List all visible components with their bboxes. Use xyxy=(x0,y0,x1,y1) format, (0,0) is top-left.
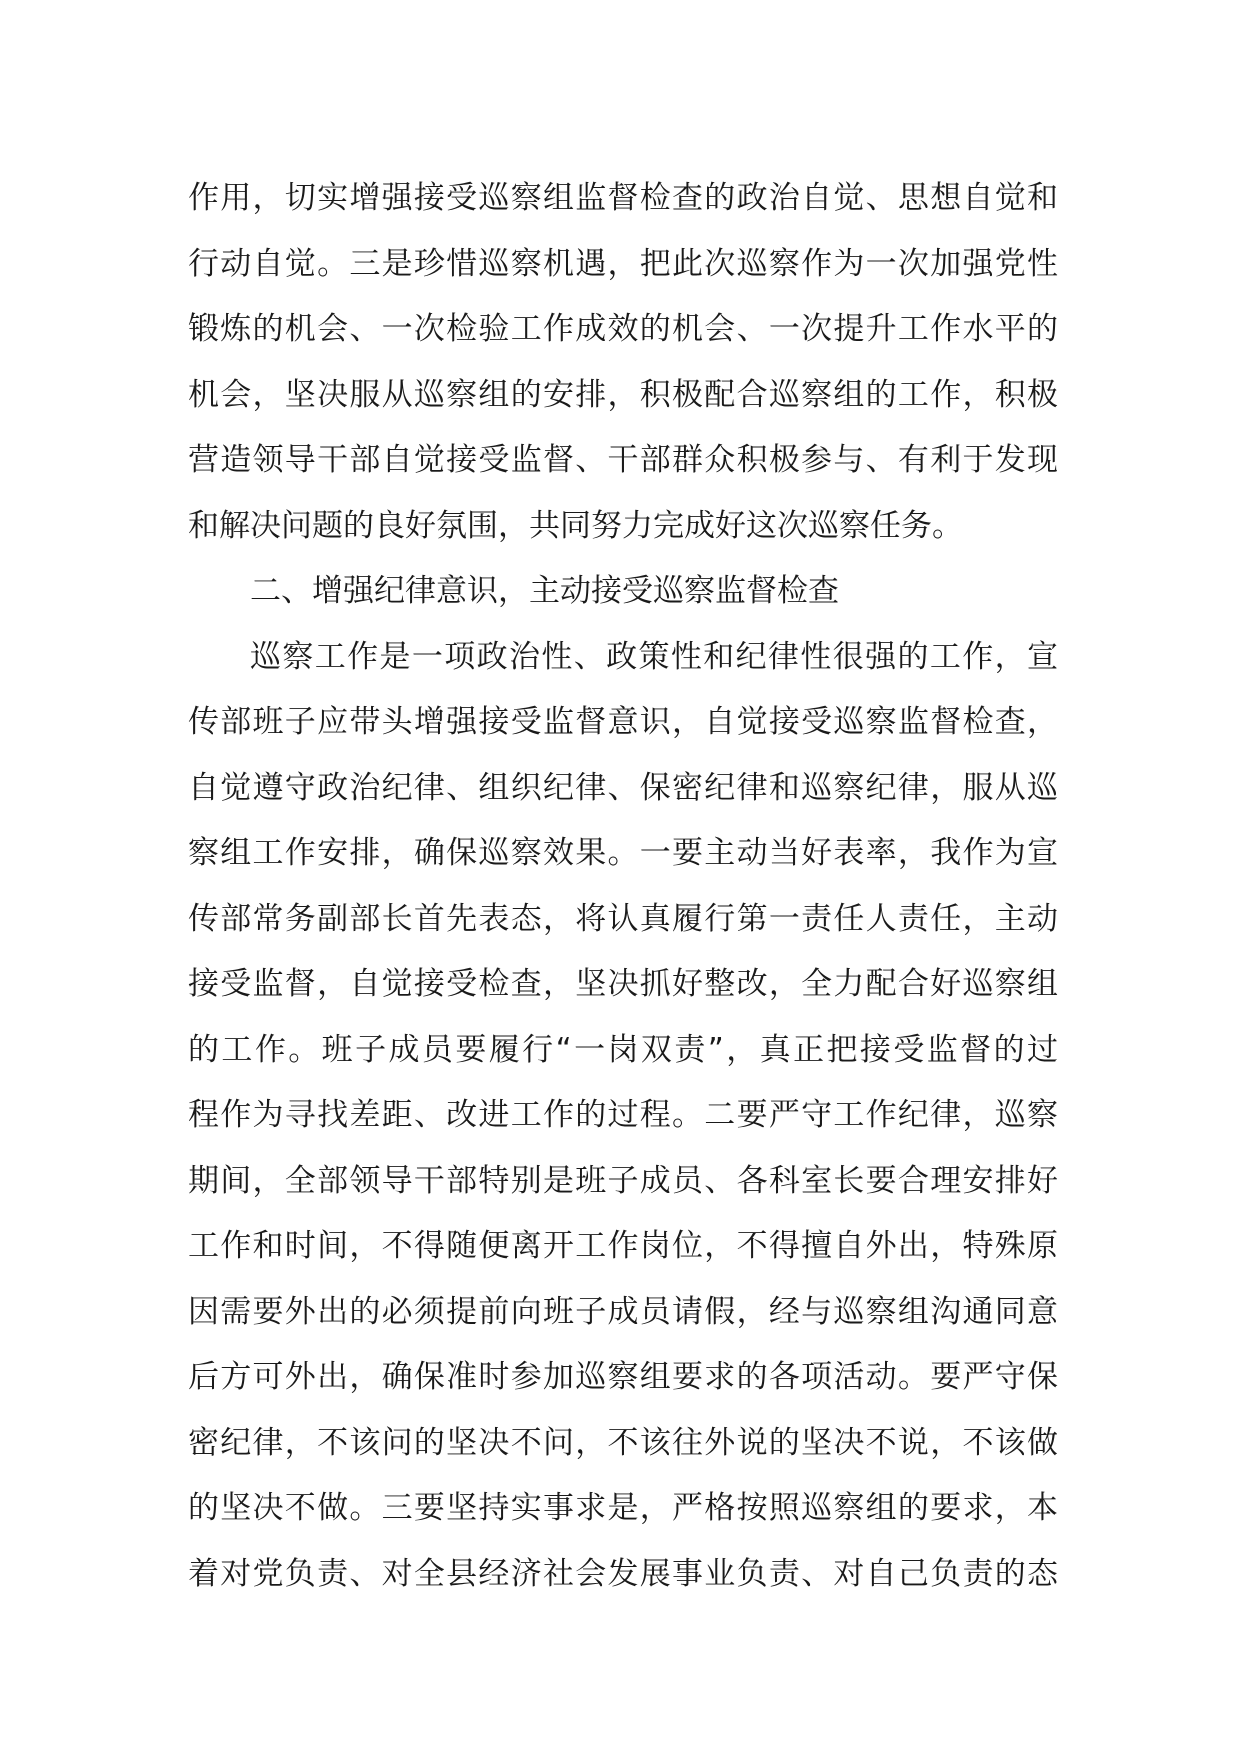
text-line: 密纪律，不该问的坚决不问，不该往外说的坚决不说，不该做 xyxy=(188,1424,1058,1461)
text-line: 巡察工作是一项政治性、政策性和纪律性很强的工作，宣 xyxy=(250,638,1058,675)
document-body xyxy=(188,166,1058,1607)
text-line: 自觉遵守政治纪律、组织纪律、保密纪律和巡察纪律，服从巡 xyxy=(188,769,1058,806)
text-line: 工作和时间，不得随便离开工作岗位，不得擅自外出，特殊原 xyxy=(188,1228,1058,1264)
text-line: 机会，坚决服从巡察组的安排，积极配合巡察组的工作，积极 xyxy=(188,376,1058,413)
text-line: 程作为寻找差距、改进工作的过程。二要严守工作纪律，巡察 xyxy=(188,1097,1058,1133)
text-line: 的工作。班子成员要履行“一岗双责”，真正把接受监督的过 xyxy=(188,1031,1058,1068)
text-line: 作用，切实增强接受巡察组监督检查的政治自觉、思想自觉和 xyxy=(188,180,1058,216)
text-line: 营造领导干部自觉接受监督、干部群众积极参与、有利于发现 xyxy=(188,442,1058,478)
text-line: 后方可外出，确保准时参加巡察组要求的各项活动。要严守保 xyxy=(188,1359,1058,1395)
text-line: 传部班子应带头增强接受监督意识，自觉接受巡察监督检查， xyxy=(188,704,1058,740)
text-line: 接受监督，自觉接受检查，坚决抓好整改，全力配合好巡察组 xyxy=(188,966,1058,1002)
text-line: 着对党负责、对全县经济社会发展事业负责、对自己负责的态 xyxy=(188,1555,1058,1592)
text-line: 锻炼的机会、一次检验工作成效的机会、一次提升工作水平的 xyxy=(188,311,1058,347)
text-line: 的坚决不做。三要坚持实事求是，严格按照巡察组的要求，本 xyxy=(188,1490,1058,1526)
text-line: 察组工作安排，确保巡察效果。一要主动当好表率，我作为宣 xyxy=(188,835,1058,871)
text-line: 和解决问题的良好氛围，共同努力完成好这次巡察任务。 xyxy=(188,507,963,544)
text-line: 行动自觉。三是珍惜巡察机遇，把此次巡察作为一次加强党性 xyxy=(188,245,1058,282)
text-line: 期间，全部领导干部特别是班子成员、各科室长要合理安排好 xyxy=(188,1162,1058,1199)
text-line: 传部常务副部长首先表态，将认真履行第一责任人责任，主动 xyxy=(188,900,1058,937)
text-line: 因需要外出的必须提前向班子成员请假，经与巡察组沟通同意 xyxy=(188,1293,1058,1330)
section-heading: 二、增强纪律意识，主动接受巡察监督检查 xyxy=(250,573,839,609)
